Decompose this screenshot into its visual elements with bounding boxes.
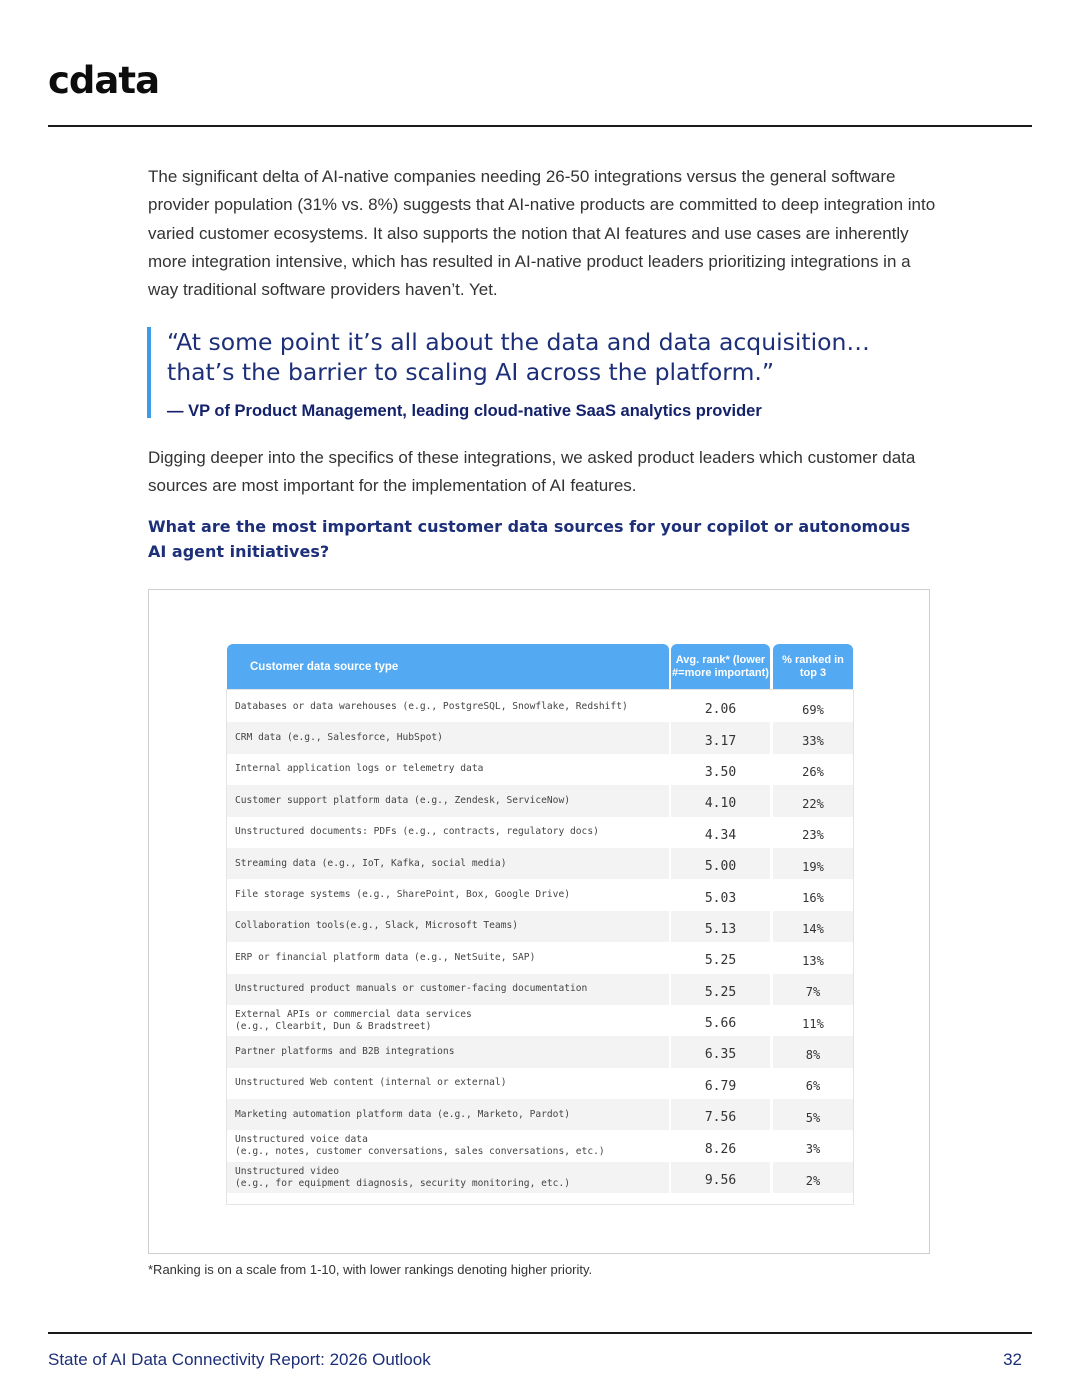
intro-paragraph: The significant delta of AI-native companies needing 26-50 integrations versus the general software provider population (31% vs. 8%) suggests that AI-native products are committed to deep integration into varied customer ecosystems. It also supports the notion that AI features and use cases are inherently more integration intensive, which has resulted in AI-native product leaders prioritizing integrations in a way traditional software providers haven’t. Yet. — [148, 167, 936, 300]
cell-avg-rank: 8.26 — [671, 1130, 770, 1161]
quote-text: “At some point it’s all about the data and data acquisition…that’s the barrier to scaling AI across the platform.” — [167, 328, 870, 386]
cell-top3-percent: 19% — [773, 848, 853, 879]
cell-top3-percent: 14% — [773, 911, 853, 942]
cell-source-type: Databases or data warehouses (e.g., PostgreSQL, Snowflake, Redshift) — [227, 691, 669, 722]
cell-avg-rank: 4.10 — [671, 785, 770, 816]
table-row — [227, 1036, 853, 1067]
cell-source-type: CRM data (e.g., Salesforce, HubSpot) — [227, 722, 669, 753]
cell-source-type: Marketing automation platform data (e.g., Marketo, Pardot) — [227, 1099, 669, 1130]
cell-avg-rank: 5.25 — [671, 942, 770, 973]
cell-avg-rank: 6.35 — [671, 1036, 770, 1067]
cell-avg-rank: 5.00 — [671, 848, 770, 879]
cell-top3-percent: 2% — [773, 1162, 853, 1193]
table-row — [227, 754, 853, 785]
quote-attribution: — VP of Product Management, leading cloud-native SaaS analytics provider — [167, 402, 762, 420]
cell-top3-percent: 5% — [773, 1099, 853, 1130]
cell-source-type: Customer support platform data (e.g., Zendesk, ServiceNow) — [227, 785, 669, 816]
cdata-logo: cdata — [48, 59, 160, 102]
cell-source-type: Partner platforms and B2B integrations — [227, 1036, 669, 1067]
table-row — [227, 974, 853, 1005]
cell-top3-percent: 26% — [773, 754, 853, 785]
cell-top3-percent: 33% — [773, 722, 853, 753]
footer-divider — [48, 1332, 1032, 1334]
table-row — [227, 879, 853, 910]
cell-source-type: External APIs or commercial data services (e.g., Clearbit, Dun & Bradstreet) — [227, 1005, 669, 1036]
header-divider — [48, 125, 1032, 127]
footnote: *Ranking is on a scale from 1-10, with lower rankings denoting higher priority. — [148, 1262, 593, 1277]
survey-question: What are the most important customer data sources for your copilot or autonomous AI agent initiatives? — [148, 517, 911, 561]
table-row — [227, 691, 853, 722]
cell-source-type: Unstructured product manuals or customer-facing documentation — [227, 974, 669, 1005]
table-row — [227, 1068, 853, 1099]
cell-avg-rank: 4.34 — [671, 817, 770, 848]
cell-avg-rank: 9.56 — [671, 1162, 770, 1193]
cell-source-type: Streaming data (e.g., IoT, Kafka, social media) — [227, 848, 669, 879]
cell-source-type: Internal application logs or telemetry data — [227, 754, 669, 785]
cell-source-type: Unstructured Web content (internal or external) — [227, 1068, 669, 1099]
cell-top3-percent: 69% — [773, 691, 853, 722]
cell-avg-rank: 5.25 — [671, 974, 770, 1005]
cell-avg-rank: 2.06 — [671, 691, 770, 722]
cell-avg-rank: 3.17 — [671, 722, 770, 753]
cell-top3-percent: 13% — [773, 942, 853, 973]
table-row — [227, 722, 853, 753]
footer-title: State of AI Data Connectivity Report: 2026 Outlook — [48, 1350, 431, 1369]
cell-top3-percent: 22% — [773, 785, 853, 816]
cell-avg-rank: 5.03 — [671, 879, 770, 910]
cell-source-type: File storage systems (e.g., SharePoint, Box, Google Drive) — [227, 879, 669, 910]
cell-avg-rank: 5.66 — [671, 1005, 770, 1036]
header-top3: % ranked in top 3 — [773, 644, 853, 689]
cell-source-type: Unstructured video (e.g., for equipment diagnosis, security monitoring, etc.) — [227, 1162, 669, 1193]
cell-source-type: Collaboration tools(e.g., Slack, Microsoft Teams) — [227, 911, 669, 942]
header-avg-rank: Avg. rank* (lower #=more important) — [671, 644, 770, 689]
table-row — [227, 1162, 853, 1193]
cell-avg-rank: 5.13 — [671, 911, 770, 942]
table-row — [227, 942, 853, 973]
cell-top3-percent: 3% — [773, 1130, 853, 1161]
data-sources-table — [227, 691, 853, 1193]
cell-top3-percent: 23% — [773, 817, 853, 848]
cell-source-type: ERP or financial platform data (e.g., NetSuite, SAP) — [227, 942, 669, 973]
cell-source-type: Unstructured documents: PDFs (e.g., contracts, regulatory docs) — [227, 817, 669, 848]
cell-top3-percent: 11% — [773, 1005, 853, 1036]
cell-avg-rank: 7.56 — [671, 1099, 770, 1130]
cell-top3-percent: 16% — [773, 879, 853, 910]
table-row — [227, 1099, 853, 1130]
table-row — [227, 817, 853, 848]
cell-top3-percent: 7% — [773, 974, 853, 1005]
table-row — [227, 848, 853, 879]
pull-quote — [147, 327, 941, 418]
table-row — [227, 911, 853, 942]
table-row — [227, 785, 853, 816]
cell-top3-percent: 6% — [773, 1068, 853, 1099]
table-row — [227, 1130, 853, 1161]
cell-avg-rank: 3.50 — [671, 754, 770, 785]
second-paragraph: Digging deeper into the specifics of these integrations, we asked product leaders which customer data sources are most important for the implementation of AI features. — [148, 448, 916, 496]
page-number: 32 — [1003, 1350, 1022, 1369]
cell-avg-rank: 6.79 — [671, 1068, 770, 1099]
cell-source-type: Unstructured voice data (e.g., notes, customer conversations, sales conversations, etc.) — [227, 1130, 669, 1161]
table-row — [227, 1005, 853, 1036]
cell-top3-percent: 8% — [773, 1036, 853, 1067]
header-source-type: Customer data source type — [227, 644, 669, 689]
